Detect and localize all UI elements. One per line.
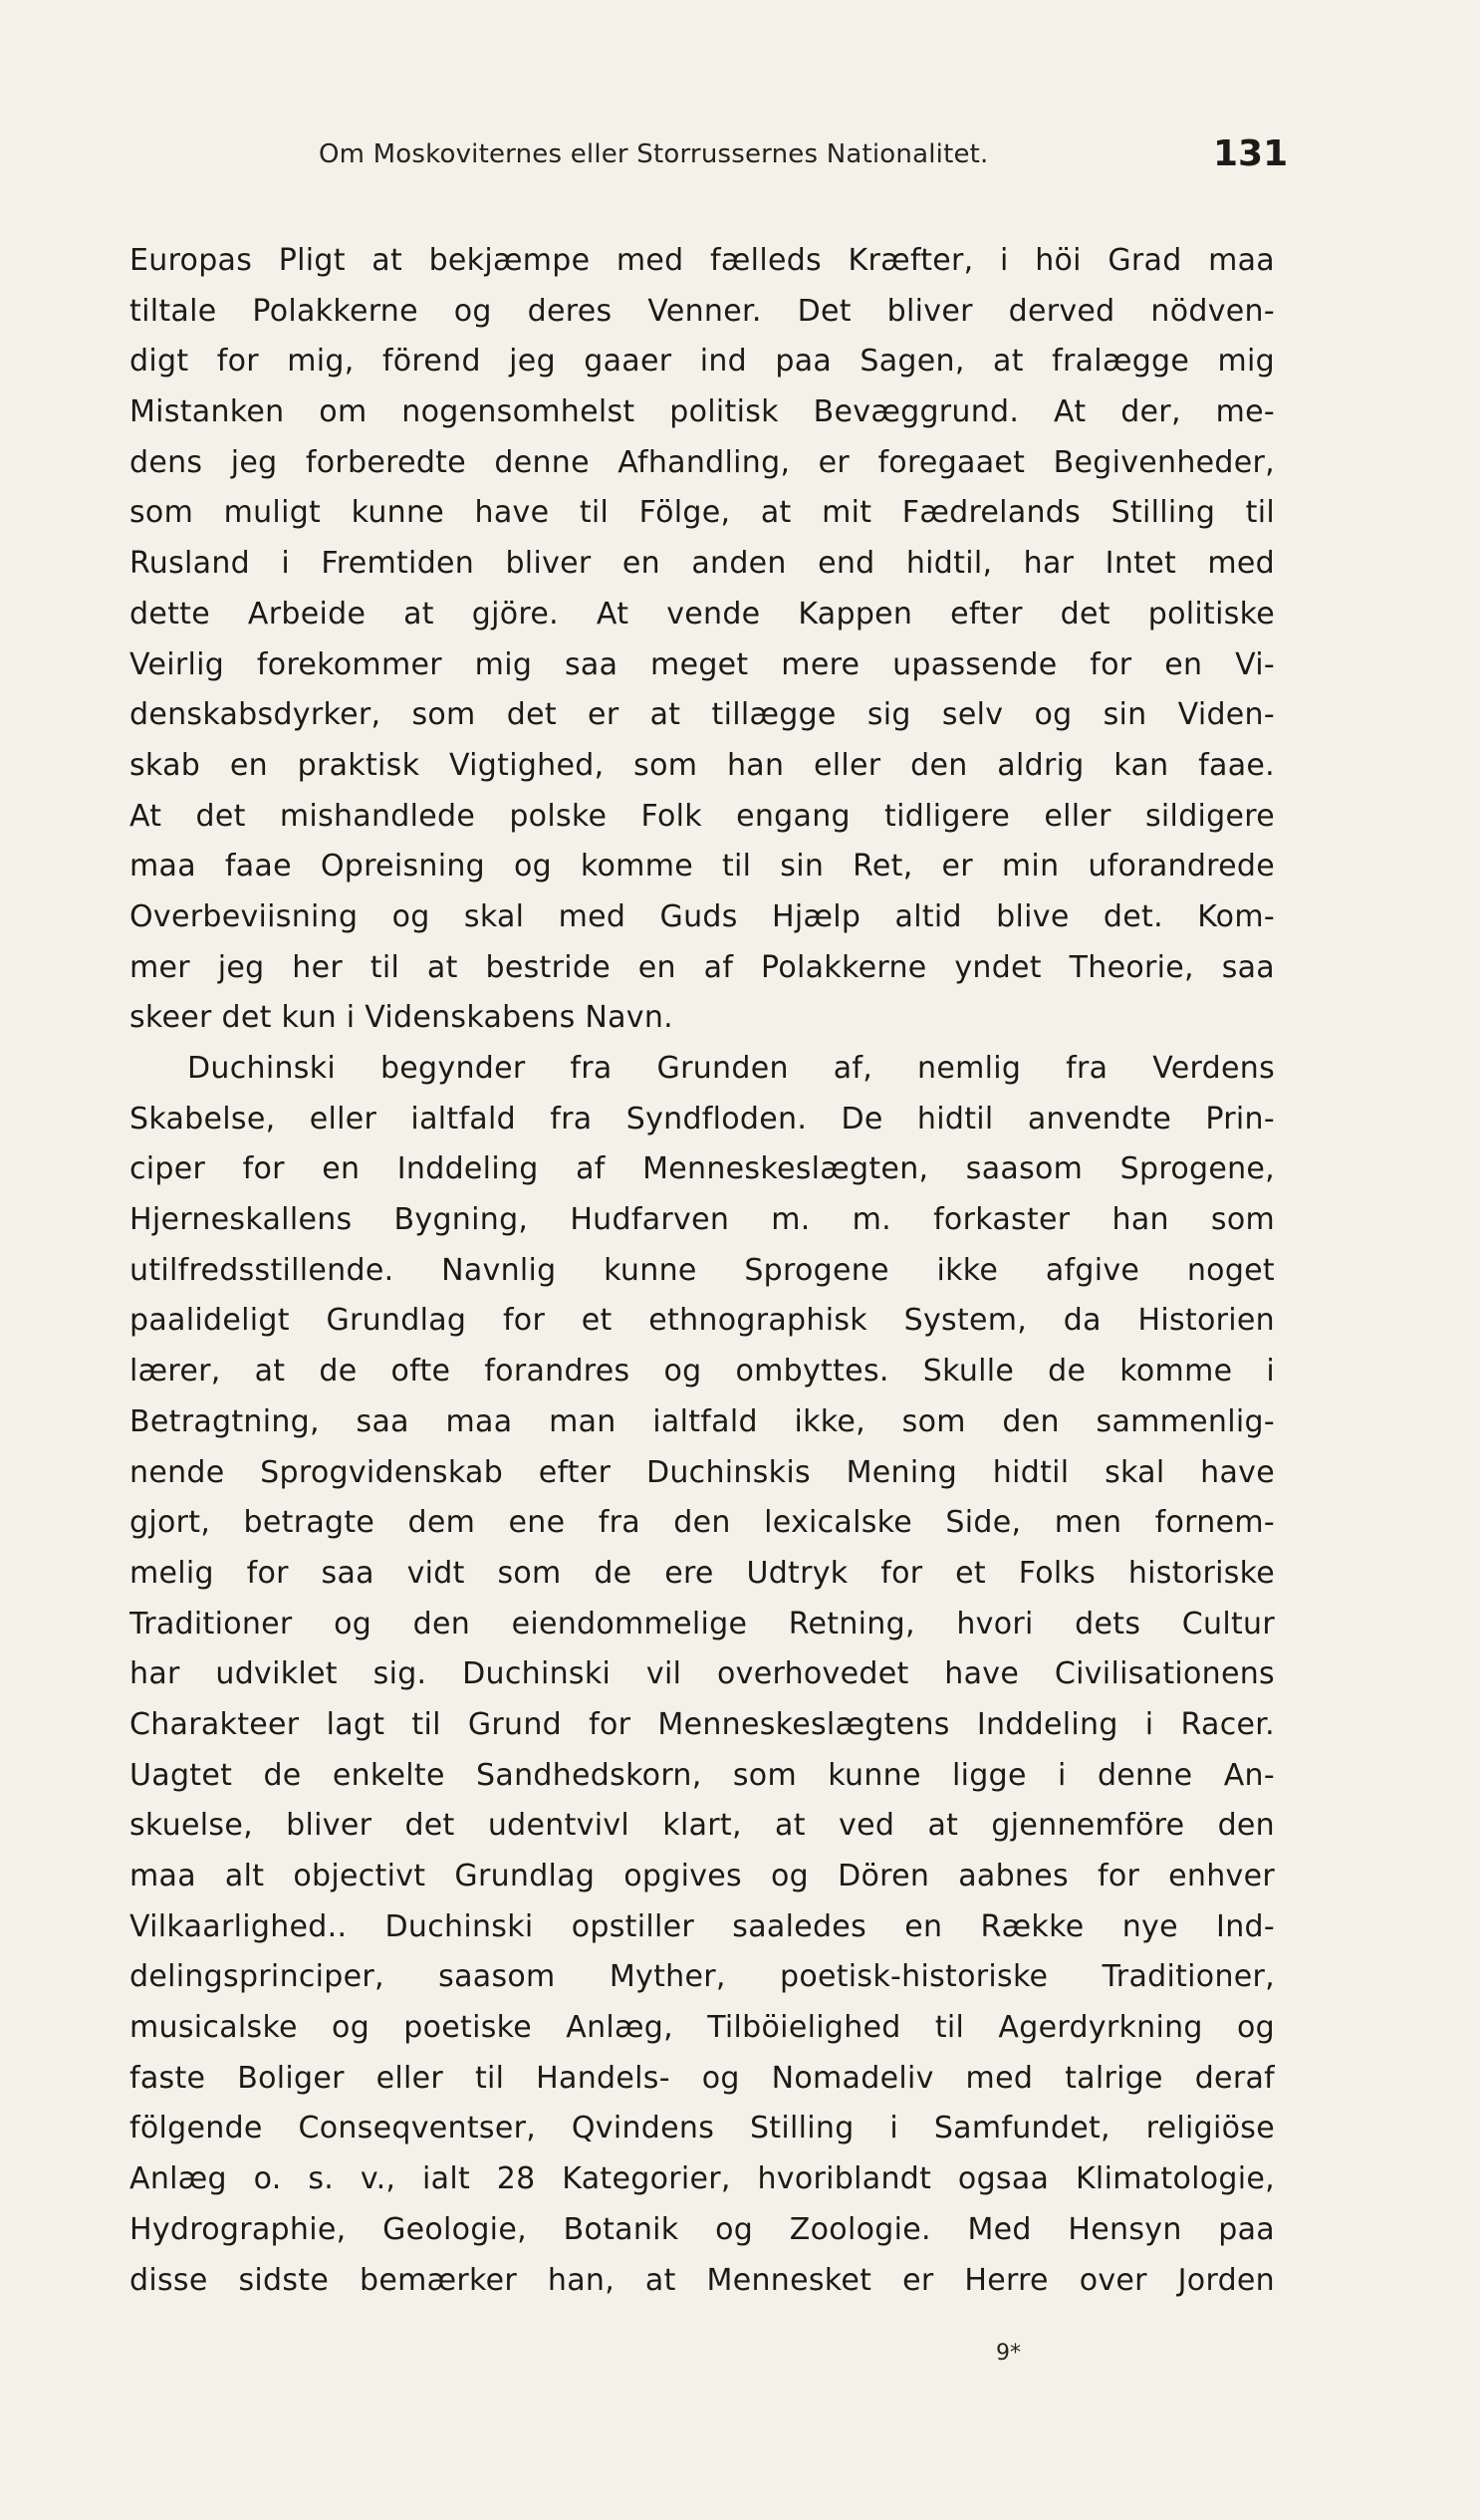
text-line: faste Boliger eller til Handels- og Nomadeliv med talrige deraf [129,2060,1275,2096]
page-number: 131 [1213,133,1289,174]
text-line: gjort, betragte dem ene fra den lexicalske Side, men fornem- [129,1505,1275,1541]
paragraph-start-line: Duchinski begynder fra Grunden af, nemlig fra Verdens [187,1051,1275,1086]
text-line: dens jeg forberedte denne Afhandling, er foregaaet Begivenheder, [129,444,1275,480]
text-line: digt for mig, förend jeg gaaer ind paa Sagen, at fralægge mig [129,344,1275,379]
running-title: Om Moskoviternes eller Storrussernes Nationalitet. [319,139,989,169]
text-line: dette Arbeide at gjöre. At vende Kappen efter det politiske [129,596,1275,631]
text-line: mer jeg her til at bestride en af Polakkerne yndet Theorie, saa [129,949,1275,985]
text-line: maa alt objectivt Grundlag opgives og Dören aabnes for enhver [129,1859,1275,1893]
text-line: Traditioner og den eiendommelige Retning, hvori dets Cultur [129,1606,1275,1641]
text-line: Charakteer lagt til Grund for Menneskeslægtens Inddeling i Racer. [129,1706,1275,1742]
text-line: Anlæg o. s. v., ialt 28 Kategorier, hvoriblandt ogsaa Klimatologie, [129,2161,1275,2197]
text-line: delingsprinciper, saasom Myther, poetisk-historiske Traditioner, [129,1959,1275,1995]
text-line: Mistanken om nogensomhelst politisk Bevæggrund. At der, me- [129,394,1275,430]
text-line: Skabelse, eller ialtfald fra Syndfloden. De hidtil anvendte Prin- [129,1101,1275,1136]
text-line: musicalske og poetiske Anlæg, Tilböielighed til Agerdyrkning og [129,2010,1275,2046]
body-text [129,236,1275,2306]
text-line: tiltale Polakkerne og deres Venner. Det bliver derved nödven- [129,293,1275,329]
text-line: Hjerneskallens Bygning, Hudfarven m. m. forkaster han som [129,1202,1275,1238]
text-line: skab en praktisk Vigtighed, som han eller den aldrig kan faae. [129,747,1275,783]
text-line: Hydrographie, Geologie, Botanik og Zoologie. Med Hensyn paa [129,2211,1275,2247]
text-line: melig for saa vidt som de ere Udtryk for et Folks historiske [129,1555,1275,1591]
text-line: Rusland i Fremtiden bliver en anden end hidtil, har Intet med [129,546,1275,582]
text-line: Veirlig forekommer mig saa meget mere upassende for en Vi- [129,646,1275,682]
text-line: lærer, at de ofte forandres og ombyttes. Skulle de komme i [129,1354,1275,1389]
text-line: Uagtet de enkelte Sandhedskorn, som kunne ligge i denne An- [129,1757,1275,1793]
text-line: denskabsdyrker, som det er at tillægge sig selv og sin Viden- [129,697,1275,733]
text-line: fölgende Conseqventser, Qvindens Stilling i Samfundet, religiöse [129,2111,1275,2146]
text-line: ciper for en Inddeling af Menneskeslægten, saasom Sprogene, [129,1151,1275,1187]
text-line: paalideligt Grundlag for et ethnographisk System, da Historien [129,1303,1275,1339]
text-line: At det mishandlede polske Folk engang tidligere eller sildigere [129,798,1275,834]
text-line: Vilkaarlighed.. Duchinski opstiller saaledes en Række nye Ind- [129,1908,1275,1944]
text-line: nende Sprogvidenskab efter Duchinskis Mening hidtil skal have [129,1454,1275,1490]
text-line: disse sidste bemærker han, at Mennesket er Herre over Jorden [129,2262,1275,2298]
text-line: som muligt kunne have til Fölge, at mit Fædrelands Stilling til [129,495,1275,531]
text-line: skeer det kun i Videnskabens Navn. [129,1000,673,1036]
text-line: Overbeviisning og skal med Guds Hjælp altid blive det. Kom- [129,898,1275,934]
text-line: skuelse, bliver det udentvivl klart, at ved at gjennemföre den [129,1808,1275,1844]
text-line: har udviklet sig. Duchinski vil overhovedet have Civilisationens [129,1656,1275,1692]
text-line: Betragtning, saa maa man ialtfald ikke, som den sammenlig- [129,1403,1275,1439]
text-line: utilfredsstillende. Navnlig kunne Sprogene ikke afgive noget [129,1252,1275,1288]
text-line: Europas Pligt at bekjæmpe med fælleds Kræfter, i höi Grad maa [129,243,1275,278]
text-line: maa faae Opreisning og komme til sin Ret, er min uforandrede [129,849,1275,884]
signature-mark: 9* [996,2341,1021,2366]
